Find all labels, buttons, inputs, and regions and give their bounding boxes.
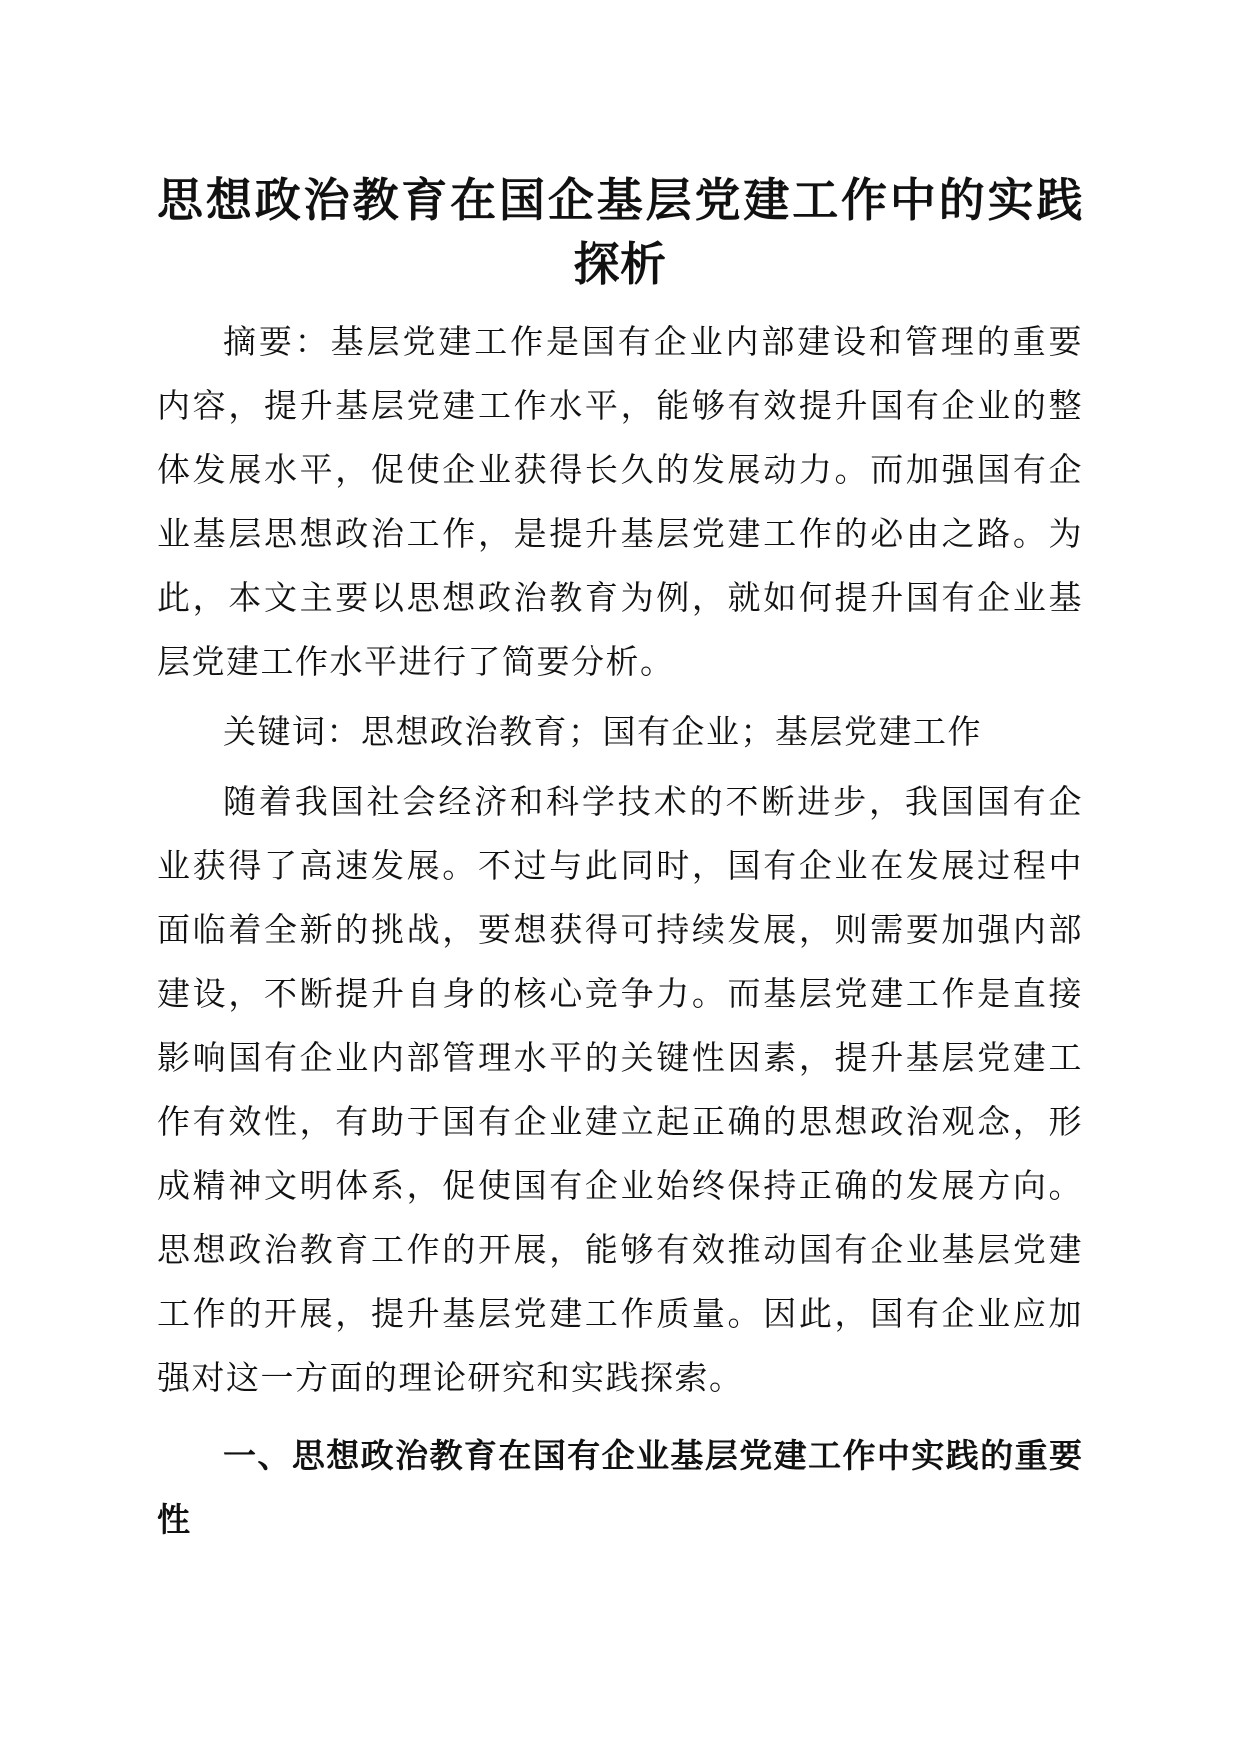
document-title: 思想政治教育在国企基层党建工作中的实践探析 <box>157 173 1083 291</box>
keywords-paragraph: 关键词：思想政治教育；国有企业；基层党建工作 <box>223 712 982 751</box>
abstract-paragraph: 摘要：基层党建工作是国有企业内部建设和管理的重要内容，提升基层党建工作水平，能够有效提升国有企业的整体发展水平，促使企业获得长久的发展动力。而加强国有企业基层思想政治工作，是提升基层党建工作的必由之路。为此，本文主要以思想政治教育为例，就如何提升国有企业基层党建工作水平进行了简要分析。 <box>157 322 1083 681</box>
document-body <box>157 168 1083 1552</box>
section-heading-1: 一、思想政治教育在国有企业基层党建工作中实践的重要性 <box>157 1436 1083 1539</box>
intro-paragraph: 随着我国社会经济和科学技术的不断进步，我国国有企业获得了高速发展。不过与此同时，国有企业在发展过程中面临着全新的挑战，要想获得可持续发展，则需要加强内部建设，不断提升自身的核心竞争力。而基层党建工作是直接影响国有企业内部管理水平的关键性因素，提升基层党建工作有效性，有助于国有企业建立起正确的思想政治观念，形成精神文明体系，促使国有企业始终保持正确的发展方向。思想政治教育工作的开展，能够有效推动国有企业基层党建工作的开展，提升基层党建工作质量。因此，国有企业应加强对这一方面的理论研究和实践探索。 <box>157 782 1083 1397</box>
